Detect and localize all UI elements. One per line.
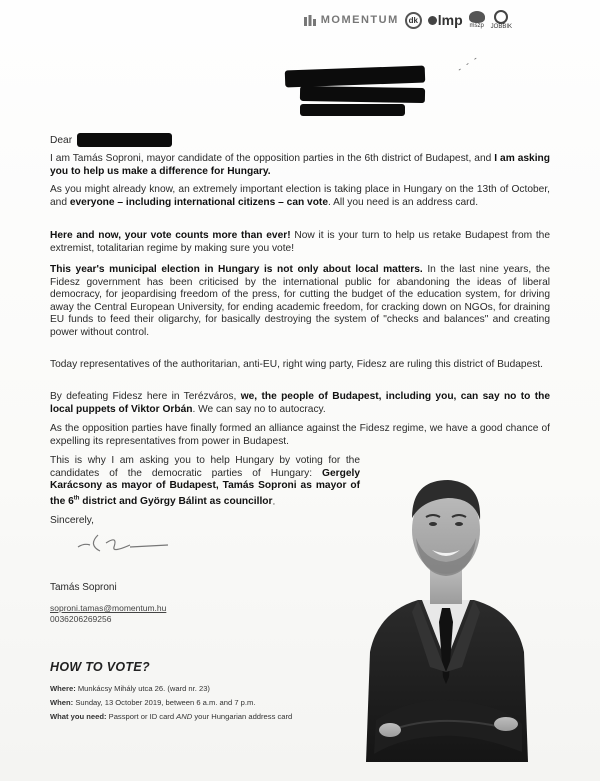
how-to-vote-section <box>50 660 520 724</box>
p2-text: As you might already know, an extremely important election is taking place in Hungary on the 13th of October, and <box>50 184 550 208</box>
p2-bold: everyone – including international citizens – can vote <box>69 196 328 208</box>
need-value-and: AND <box>176 712 193 721</box>
jobbik-circle-icon <box>494 10 508 24</box>
p1-text: I am Tamás Soproni, mayor candidate of the opposition parties in the 6th district of Budapest, and <box>50 153 495 164</box>
p6-text-end: . We can say no to autocracy. <box>192 403 326 415</box>
need-row <box>50 710 520 724</box>
party-logos <box>303 10 512 30</box>
p8-end: . <box>272 496 276 508</box>
p8-bold-c: district and György Bálint as councillor <box>79 496 273 508</box>
p6-bold: we, the people of Budapest, including you, can say no to the local puppets of Viktor Orbán <box>50 391 550 415</box>
when-row <box>50 696 520 710</box>
p7-text: As the opposition parties have finally formed an alliance against the Fidesz regime, we have a good chance of expelling its representatives from power in Budapest. <box>50 423 550 447</box>
momentum-logo <box>303 13 399 27</box>
paragraph-1 <box>50 153 550 178</box>
rose-icon <box>469 11 485 23</box>
greeting <box>50 135 72 146</box>
jobbik-logo <box>491 10 512 30</box>
momentum-logo-text: MOMENTUM <box>320 14 399 26</box>
paragraph-4 <box>50 264 550 340</box>
mszp-logo-text: mszp <box>469 23 484 29</box>
paragraph-8 <box>50 455 360 509</box>
momentum-mark-icon <box>303 13 317 27</box>
need-value-a: Passport or ID card <box>106 712 177 721</box>
p3-text: Now it is your turn to help us retake Budapest from the extremist, totalitarian regime by making sure you vote! <box>50 230 550 254</box>
lmp-dot-icon <box>428 16 437 25</box>
closing-text: Sincerely, <box>50 515 94 526</box>
greeting-text: Dear <box>50 135 73 146</box>
redacted-address-line-2 <box>300 86 425 103</box>
lmp-logo <box>428 12 463 28</box>
paragraph-2 <box>50 184 550 209</box>
paragraph-5 <box>50 359 550 372</box>
redacted-address-line-1 <box>285 66 426 88</box>
where-row <box>50 682 520 696</box>
where-value: Munkácsy Mihály utca 26. (ward nr. 23) <box>75 684 210 693</box>
redacted-address-line-3 <box>300 104 405 116</box>
p4-bold: This year's municipal election in Hungary is not only about local matters. <box>50 264 423 275</box>
where-label: Where: <box>50 684 76 693</box>
paragraph-7 <box>50 423 550 448</box>
handwritten-signature <box>70 525 180 560</box>
p1-bold: I am asking you to help us make a difference for Hungary. <box>50 153 550 177</box>
email-link[interactable]: soproni.tamas@momentum.hu <box>50 603 167 613</box>
paragraph-6 <box>50 391 550 416</box>
p4-text: In the last nine years, the Fidesz government has been criticised by the international public for abandoning the ideas of liberal democracy, for jeopardising freedom of the press, for cutting the budget of the education system, for driving away the Central European University, for ending academic freedom, for cracking down on NGOs, for draining EU funds to feed their oligarchy, for basically destroying the system of "checks and balances" and creating power without control. <box>50 264 550 338</box>
phone-number: 0036206269256 <box>50 614 112 624</box>
dk-logo <box>405 12 422 29</box>
p2-text-end: . All you need is an address card. <box>327 196 479 208</box>
when-label: When: <box>50 698 74 707</box>
lmp-logo-text: lmp <box>437 12 463 28</box>
mszp-logo <box>469 11 485 29</box>
need-value-b: your Hungarian address card <box>192 712 293 721</box>
how-to-vote-title: HOW TO VOTE? <box>50 660 150 674</box>
p3-bold: Here and now, your vote counts more than ever! <box>50 230 291 241</box>
redacted-recipient-name <box>77 133 172 147</box>
p6-text: By defeating Fidesz here in Terézváros, <box>50 391 241 402</box>
signer-name: Tamás Soproni <box>50 582 117 593</box>
jobbik-logo-text: JOBBIK <box>490 24 512 30</box>
p8-sup: th <box>73 495 80 502</box>
paragraph-3 <box>50 230 550 255</box>
p8-text: This is why I am asking you to help Hungary by voting for the candidates of the democratic parties of Hungary: <box>50 455 360 479</box>
p8-bold-a: Gergely Karácsony as mayor of Budapest, Tamás Soproni as mayor of the 6 <box>50 467 360 508</box>
p5-text: Today representatives of the authoritarian, anti-EU, right wing party, Fidesz are ruling this district of Budapest. <box>50 359 544 370</box>
decorative-dashes: - - - <box>455 52 481 74</box>
need-label: What you need: <box>50 712 107 721</box>
when-value: Sunday, 13 October 2019, between 6 a.m. and 7 p.m. <box>73 698 256 707</box>
dk-logo-text: dk <box>408 15 418 25</box>
